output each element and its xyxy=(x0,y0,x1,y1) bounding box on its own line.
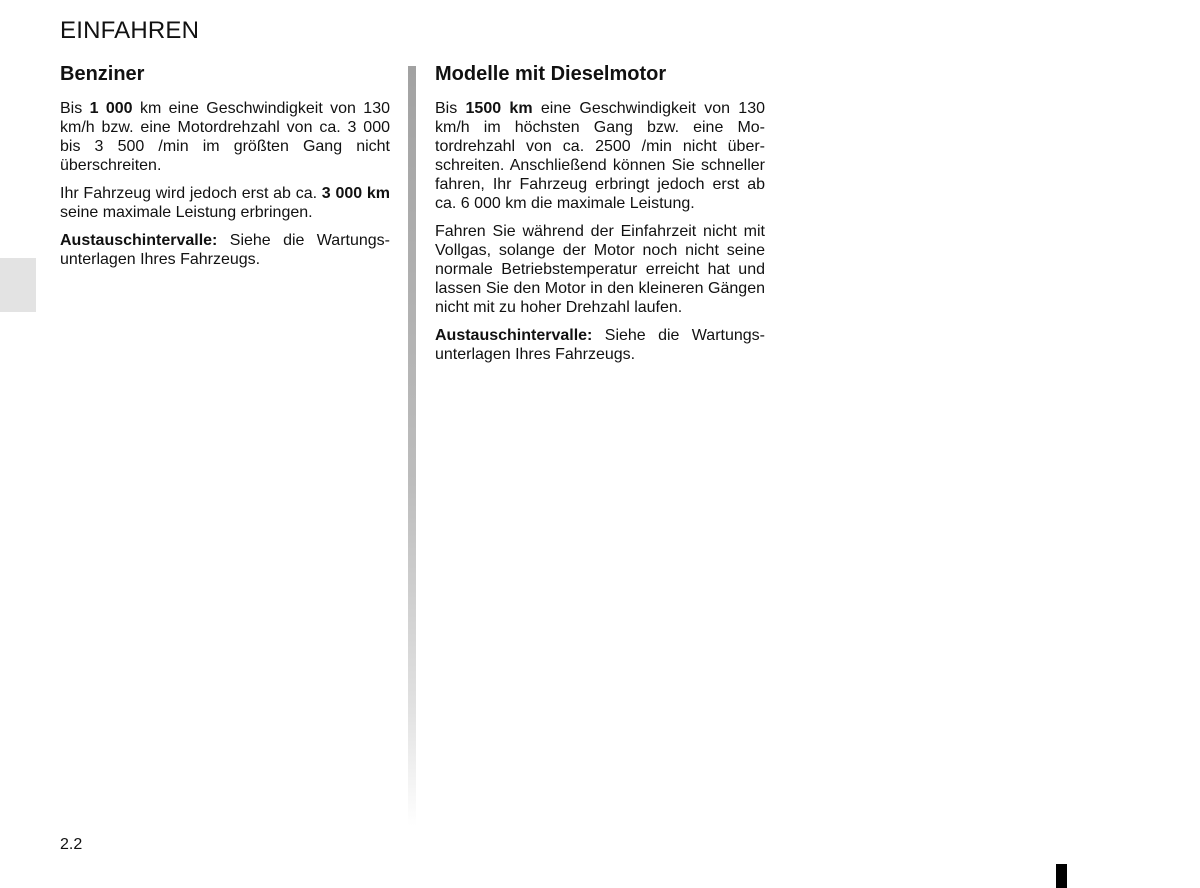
diesel-p3-label: Austauschintervalle: xyxy=(435,327,593,344)
benziner-p3-label: Austauschintervalle: xyxy=(60,232,218,249)
benziner-p3-text: Siehe die Wartungsunterlagen Ihres Fahrzeugs. xyxy=(60,232,390,268)
benziner-p1-distance: 1 000 xyxy=(89,100,133,117)
diesel-p1-text-post: eine Geschwindigkeit von 130 km/h im höchsten Gang bzw. eine Motordrehzahl von ca. 2500 /min nicht überschreiten. Anschließend können Sie schneller fahren, Ihr Fahrzeug erbringt jedoch erst ab ca. 6 000 km die maximale Leistung. xyxy=(435,100,766,212)
diesel-section xyxy=(435,61,765,373)
benziner-paragraph-1 xyxy=(60,99,390,175)
benziner-p1-text-post: km eine Geschwindigkeit von 130 km/h bzw. eine Motordrehzahl von ca. 3 000 bis 3 500 /min im größten Gang nicht überschreiten. xyxy=(60,100,391,174)
page-number: 2.2 xyxy=(60,836,83,853)
benziner-paragraph-2 xyxy=(60,184,390,222)
diesel-paragraph-1 xyxy=(435,99,765,213)
diesel-paragraph-3 xyxy=(435,326,765,364)
benziner-p2-text-pre: Ihr Fahrzeug wird jedoch erst ab ca. xyxy=(60,185,322,202)
diesel-p1-distance: 1500 km xyxy=(465,100,533,117)
chapter-tab xyxy=(0,258,36,312)
column-divider xyxy=(408,66,416,826)
diesel-heading: Modelle mit Dieselmotor xyxy=(435,63,667,85)
page-title: EINFAHREN xyxy=(60,17,200,44)
page-edge-marker xyxy=(1056,864,1067,888)
diesel-p3-text: Siehe die Wartungsunterlagen Ihres Fahrzeugs. xyxy=(435,327,765,363)
benziner-paragraph-3 xyxy=(60,231,390,269)
benziner-section xyxy=(60,61,390,278)
benziner-heading: Benziner xyxy=(60,63,145,85)
diesel-p1-text-pre: Bis xyxy=(435,100,466,117)
diesel-paragraph-2: Fahren Sie während der Einfahrzeit nicht mit Vollgas, solange der Motor noch nicht seine normale Betriebstemperatur erreicht hat und lassen Sie den Motor in den kleineren Gängen nicht mit zu hoher Drehzahl laufen. xyxy=(435,223,765,316)
benziner-p2-text-post: seine maximale Leistung erbringen. xyxy=(60,204,313,221)
benziner-p2-distance: 3 000 km xyxy=(321,185,391,202)
benziner-p1-text-pre: Bis xyxy=(60,100,90,117)
